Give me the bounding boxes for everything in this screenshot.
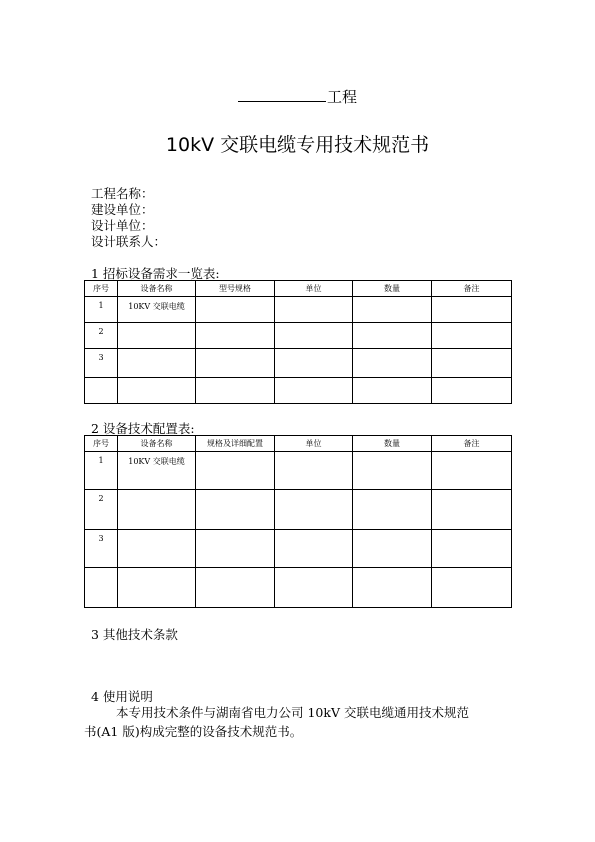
table-cell: 3 [85,349,118,378]
table-cell [353,323,432,349]
table-cell [432,530,512,568]
table-cell [432,568,512,608]
table-cell [432,323,512,349]
column-header: 型号规格 [196,281,275,297]
usage-description [84,703,514,741]
project-suffix: 工程 [326,88,357,106]
table-cell: 2 [85,490,118,530]
section4-heading: 4 使用说明 [91,689,153,704]
column-header: 备注 [432,281,512,297]
table-cell [196,378,275,404]
table-cell [275,323,353,349]
column-header: 备注 [432,436,512,452]
table-row [85,490,512,530]
table-row [85,378,512,404]
table-cell [275,530,353,568]
column-header: 规格及详细配置 [196,436,275,452]
info-construction-unit: 建设单位： [91,202,154,217]
usage-line-2: 书(A1 版)构成完整的设备技术规范书。 [84,724,303,739]
table-cell [196,323,275,349]
table-cell [275,568,353,608]
info-design-contact: 设计联系人： [91,234,167,249]
table-cell [432,297,512,323]
table-cell [85,568,118,608]
table-cell: 1 [85,297,118,323]
equipment-config-table [84,435,512,608]
table-cell [118,490,196,530]
table-cell [353,452,432,490]
table-cell [196,297,275,323]
table-cell [432,378,512,404]
table-cell: 2 [85,323,118,349]
table-cell [353,297,432,323]
document-title: 10kV 交联电缆专用技术规范书 [165,134,430,156]
column-header: 单位 [275,281,353,297]
table-cell [353,378,432,404]
table-cell [118,378,196,404]
equipment-demand-table [84,280,512,404]
usage-text-1: 本专用技术条件与湖南省电力公司 10kV 交联电缆通用技术规范 [116,705,469,720]
table-cell [353,349,432,378]
table-row [85,530,512,568]
table-cell [85,378,118,404]
column-header: 数量 [353,436,432,452]
table-cell: 10KV 交联电缆 [118,297,196,323]
project-name-line [0,86,595,107]
table-cell [432,349,512,378]
section3-heading: 3 其他技术条款 [91,627,178,642]
table-cell [118,323,196,349]
table-header-row [85,281,512,297]
column-header: 设备名称 [118,281,196,297]
table-cell: 10KV 交联电缆 [118,452,196,490]
table-cell [275,490,353,530]
table-cell [196,349,275,378]
table-cell [275,297,353,323]
table-cell [196,452,275,490]
table-cell [196,490,275,530]
table-cell [432,490,512,530]
table-cell [353,530,432,568]
table-row [85,349,512,378]
table-cell [432,452,512,490]
table-row [85,452,512,490]
table-cell [353,490,432,530]
table-cell: 3 [85,530,118,568]
table-cell: 1 [85,452,118,490]
usage-line-1 [84,703,514,722]
table-row [85,323,512,349]
table-cell [275,378,353,404]
column-header: 数量 [353,281,432,297]
column-header: 单位 [275,436,353,452]
table-cell [196,530,275,568]
table-row [85,568,512,608]
table-cell [275,349,353,378]
project-name-blank [238,87,326,102]
info-design-unit: 设计单位： [91,218,154,233]
table-cell [118,349,196,378]
table-cell [275,452,353,490]
table-cell [196,568,275,608]
column-header: 设备名称 [118,436,196,452]
column-header: 序号 [85,281,118,297]
section2-heading: 2 设备技术配置表: [91,421,195,436]
table-cell [118,568,196,608]
table-cell [118,530,196,568]
info-project-name: 工程名称： [91,186,154,201]
table-row [85,297,512,323]
table-cell [353,568,432,608]
table-header-row [85,436,512,452]
column-header: 序号 [85,436,118,452]
section1-heading: 1 招标设备需求一览表: [91,266,220,281]
